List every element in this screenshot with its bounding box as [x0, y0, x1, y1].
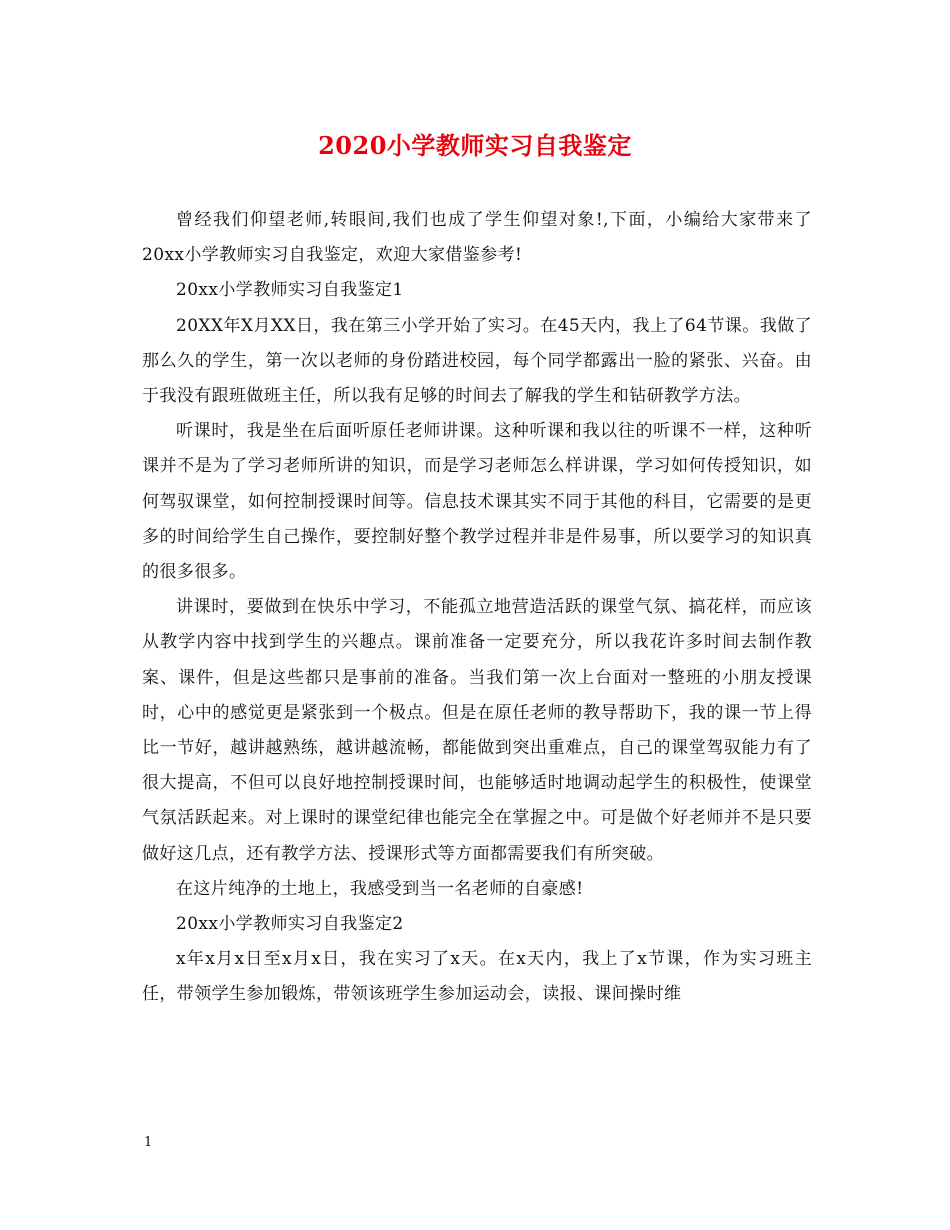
section-heading-2: 20xx小学教师实习自我鉴定2	[176, 914, 404, 935]
body-paragraph: 20XX年X月XX日，我在第三小学开始了实习。在45天内，我上了64节课。我做了那么久的学生，第一次以老师的身份踏进校园，每个同学都露出一脸的紧张、兴奋。由于我没有跟班做班主任，所以我有足够的时间去了解我的学生和钻研教学方法。	[142, 315, 812, 407]
body-paragraph: 听课时，我是坐在后面听原任老师讲课。这种听课和我以往的听课不一样，这种听课并不是为了学习老师所讲的知识，而是学习老师怎么样讲课，学习如何传授知识，如何驾驭课堂，如何控制授课时间等。信息技术课其实不同于其他的科目，它需要的是更多的时间给学生自己操作，要控制好整个教学过程并非是件易事，所以要学习的知识真的很多很多。	[142, 421, 812, 583]
body-paragraph: 在这片纯净的土地上，我感受到当一名老师的自豪感!	[176, 878, 584, 899]
section-heading-1: 20xx小学教师实习自我鉴定1	[176, 280, 404, 301]
body-paragraph: 讲课时，要做到在快乐中学习，不能孤立地营造活跃的课堂气氛、搞花样，而应该从教学内容中找到学生的兴趣点。课前准备一定要充分，所以我花许多时间去制作教案、课件，但是这些都只是事前的准备。当我们第一次上台面对一整班的小朋友授课时，心中的感觉更是紧张到一个极点。但是在原任老师的教导帮助下，我的课一节上得比一节好，越讲越熟练，越讲越流畅，都能做到突出重难点，自己的课堂驾驭能力有了很大提高，不但可以良好地控制授课时间，也能够适时地调动起学生的积极性，使课堂气氛活跃起来。对上课时的课堂纪律也能完全在掌握之中。可是做个好老师并不是只要做好这几点，还有教学方法、授课形式等方面都需要我们有所突破。	[142, 597, 812, 864]
document-title: 2020小学教师实习自我鉴定	[318, 131, 632, 160]
intro-paragraph: 曾经我们仰望老师,转眼间,我们也成了学生仰望对象!,下面，小编给大家带来了20xx小学教师实习自我鉴定，欢迎大家借鉴参考!	[142, 210, 812, 266]
body-paragraph: x年x月x日至x月x日，我在实习了x天。在x天内，我上了x节课，作为实习班主任，带领学生参加锻炼，带领该班学生参加运动会，读报、课间操时维	[142, 949, 812, 1005]
page-number: 1	[144, 1135, 153, 1150]
document-body	[142, 203, 812, 1013]
